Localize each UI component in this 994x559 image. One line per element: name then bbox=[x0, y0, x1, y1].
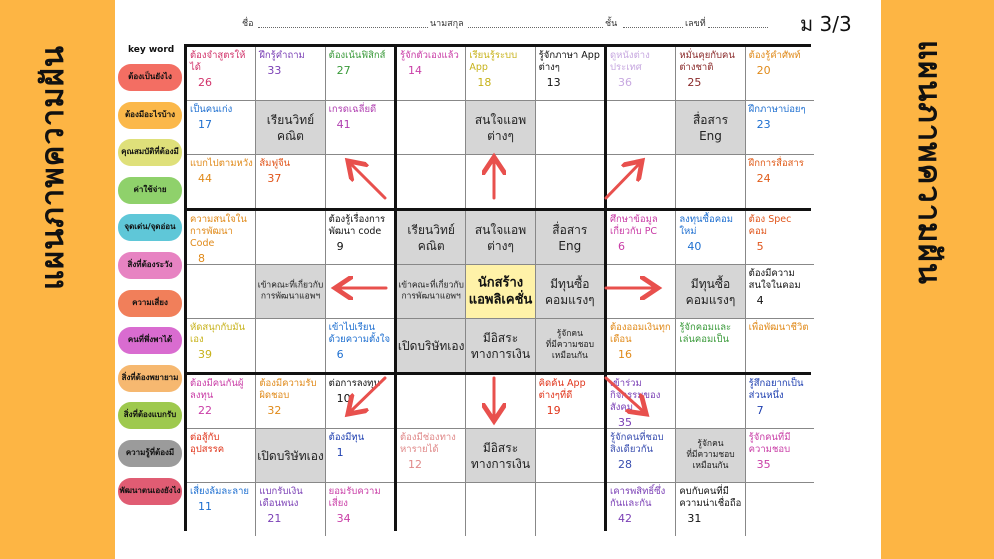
sub-goal-label: เปิดบริษัทเอง bbox=[257, 448, 324, 463]
sub-goal-cell bbox=[676, 265, 744, 318]
action-note bbox=[400, 158, 463, 160]
action-text: ต้องรู้เรื่องการพัฒนา code bbox=[328, 214, 386, 237]
action-number: 21 bbox=[267, 511, 282, 525]
action-text: รู้จักตัวเองแล้ว bbox=[400, 50, 459, 61]
action-note bbox=[610, 50, 673, 90]
action-number: 31 bbox=[687, 511, 702, 525]
action-number: 6 bbox=[618, 239, 625, 253]
action-cell bbox=[746, 375, 814, 428]
action-cell bbox=[536, 47, 604, 100]
action-text: ต้องเน้นฟิสิกส์ bbox=[328, 50, 386, 61]
action-cell bbox=[187, 155, 255, 208]
action-cell bbox=[397, 155, 465, 208]
sub-goal-cell bbox=[256, 101, 324, 154]
action-cell bbox=[326, 265, 394, 318]
sub-goal-label: มีทุนซื้อ คอมแรงๆ bbox=[545, 276, 595, 307]
action-note bbox=[259, 50, 322, 78]
action-number: 37 bbox=[267, 171, 282, 185]
action-cell bbox=[326, 375, 394, 428]
action-note bbox=[329, 432, 392, 460]
action-text: รู้จักคนที่มีความชอบ bbox=[748, 432, 791, 455]
action-cell bbox=[326, 319, 394, 372]
action-cell bbox=[187, 319, 255, 372]
action-cell bbox=[607, 155, 675, 208]
action-note bbox=[749, 268, 812, 308]
action-cell bbox=[676, 155, 744, 208]
action-note bbox=[679, 378, 742, 380]
action-number: 1 bbox=[336, 445, 344, 459]
sub-goal-label: มีทุนซื้อ คอมแรงๆ bbox=[685, 276, 736, 307]
action-cell bbox=[536, 483, 604, 536]
action-note bbox=[469, 158, 532, 160]
action-note bbox=[610, 486, 673, 526]
action-note bbox=[679, 214, 742, 254]
action-number: 11 bbox=[198, 499, 212, 513]
action-cell bbox=[746, 155, 814, 208]
action-number: 13 bbox=[546, 75, 561, 89]
action-cell bbox=[397, 429, 465, 482]
sub-goal-cell bbox=[536, 211, 604, 264]
action-cell bbox=[746, 101, 814, 154]
action-note bbox=[329, 214, 392, 254]
action-note bbox=[469, 378, 532, 380]
sub-goal-cell bbox=[466, 319, 534, 372]
sub-goal-cell bbox=[676, 429, 744, 482]
action-note bbox=[749, 104, 812, 132]
action-text: คบกับคนที่มีความน่าเชื่อถือ bbox=[679, 486, 742, 509]
right-side-title: แผนภาพความฝัน bbox=[911, 40, 947, 285]
action-text: ต้อง Spec คอม bbox=[748, 214, 792, 237]
action-note bbox=[400, 486, 463, 488]
action-note bbox=[329, 104, 392, 132]
action-note bbox=[400, 50, 463, 78]
action-note bbox=[259, 486, 322, 526]
goal-block bbox=[607, 211, 814, 372]
action-text: เรียนรู้ระบบ App bbox=[469, 50, 518, 73]
action-cell bbox=[466, 47, 534, 100]
action-note bbox=[539, 486, 602, 488]
action-cell bbox=[607, 483, 675, 536]
action-number: 20 bbox=[756, 63, 771, 77]
name-line bbox=[258, 27, 428, 28]
action-number: 34 bbox=[336, 511, 351, 525]
sub-goal-label: รู้จักคน ที่มีความชอบ เหมือนกัน bbox=[545, 328, 594, 362]
action-text: ต่อสู้กับอุปสรรค bbox=[190, 432, 225, 455]
action-cell bbox=[607, 265, 675, 318]
action-cell bbox=[256, 375, 324, 428]
action-text: ต้องจำสูตรให้ได้ bbox=[190, 50, 246, 73]
sub-goal-label: เรียนวิทย์ คณิต bbox=[407, 222, 455, 253]
keyword-item: คนที่พึ่งพาได้ bbox=[118, 327, 182, 354]
sub-goal-cell bbox=[466, 429, 534, 482]
action-cell bbox=[326, 211, 394, 264]
action-note bbox=[190, 486, 253, 514]
keyword-item: สิ่งที่ต้องระวัง bbox=[118, 252, 182, 279]
action-cell bbox=[187, 211, 255, 264]
action-note bbox=[259, 214, 322, 216]
action-cell bbox=[607, 429, 675, 482]
sub-goal-cell bbox=[676, 101, 744, 154]
action-number: 5 bbox=[756, 239, 764, 253]
action-text: รู้จักคนที่ชอบสิ่งเดียวกัน bbox=[610, 432, 664, 455]
sub-goal-label: รู้จักคน ที่มีความชอบ เหมือนกัน bbox=[686, 438, 735, 472]
action-cell bbox=[397, 47, 465, 100]
action-cell bbox=[466, 483, 534, 536]
action-note bbox=[400, 104, 463, 106]
action-note bbox=[679, 50, 742, 90]
action-cell bbox=[746, 429, 814, 482]
goal-block bbox=[607, 47, 814, 208]
action-cell bbox=[326, 47, 394, 100]
action-number: 23 bbox=[756, 117, 771, 131]
number-label: เลขที่ bbox=[685, 19, 706, 29]
action-number: 8 bbox=[198, 251, 205, 264]
action-note bbox=[259, 378, 322, 418]
keyword-item: คุณสมบัติที่ต้องมี bbox=[118, 139, 182, 166]
action-text: หัดสนุกกับมันเอง bbox=[190, 322, 246, 345]
sub-goal-label: มีอิสระ ทางการเงิน bbox=[470, 440, 531, 471]
action-text: ต้องมีความสนใจในคอม bbox=[748, 268, 801, 291]
action-cell bbox=[397, 375, 465, 428]
action-number: 27 bbox=[336, 63, 351, 77]
sub-goal-cell bbox=[466, 101, 534, 154]
action-cell bbox=[466, 155, 534, 208]
action-note bbox=[610, 378, 673, 428]
action-cell bbox=[326, 483, 394, 536]
keyword-item: ต้องเป็นยังไง bbox=[118, 64, 182, 91]
action-note bbox=[539, 378, 602, 418]
action-number: 6 bbox=[336, 347, 344, 361]
action-text: ต้องมีช่องทางหารายได้ bbox=[400, 432, 456, 455]
action-text: คิดค้น App ต่างๆที่ดี bbox=[538, 378, 586, 401]
action-number: 14 bbox=[408, 63, 422, 77]
action-number: 4 bbox=[756, 293, 764, 307]
keyword-item: ต้องมีอะไรบ้าง bbox=[118, 102, 182, 129]
action-note bbox=[329, 268, 392, 270]
action-note bbox=[190, 158, 253, 186]
action-note bbox=[610, 104, 673, 106]
action-cell bbox=[607, 47, 675, 100]
action-number: 35 bbox=[618, 415, 632, 428]
sub-goal-label: สื่อสาร Eng bbox=[552, 222, 588, 253]
sub-goal-label: เรียนวิทย์ คณิต bbox=[266, 112, 315, 143]
sub-goal-cell bbox=[466, 211, 534, 264]
action-cell bbox=[536, 101, 604, 154]
action-note bbox=[190, 214, 253, 264]
action-text: ดูหนังต่างประเทศ bbox=[610, 50, 650, 73]
keyword-item: ความเสี่ยง bbox=[118, 290, 182, 317]
sub-goal-cell bbox=[397, 265, 465, 318]
action-cell bbox=[397, 483, 465, 536]
action-cell bbox=[187, 101, 255, 154]
action-text: หมั่นคุยกับคนต่างชาติ bbox=[679, 50, 735, 73]
left-side-title: แผนภาพความฝัน bbox=[35, 45, 71, 290]
action-text: แบกรับเงินเดือนพนง bbox=[259, 486, 303, 509]
action-note bbox=[329, 486, 392, 526]
action-text: เข้าไปเรียนด้วยความตั้งใจ bbox=[328, 322, 391, 345]
action-text: เข้าร่วมกิจกรรมของสังคม bbox=[610, 378, 661, 413]
keyword-item: สิ่งที่ต้องแบกรับ bbox=[118, 402, 182, 429]
keyword-item: พัฒนาตนเองยังไง bbox=[118, 478, 182, 505]
action-note bbox=[749, 322, 812, 336]
action-number: 10 bbox=[336, 391, 351, 405]
action-cell bbox=[746, 319, 814, 372]
action-cell bbox=[676, 47, 744, 100]
action-text: ต้องออมเงินทุกเดือน bbox=[610, 322, 671, 345]
action-note bbox=[329, 322, 392, 362]
class-value: ม 3/3 bbox=[800, 12, 852, 36]
action-cell bbox=[676, 375, 744, 428]
action-cell bbox=[326, 429, 394, 482]
action-number: 32 bbox=[267, 403, 282, 417]
action-note bbox=[610, 322, 673, 362]
action-note bbox=[610, 214, 673, 254]
action-cell bbox=[187, 265, 255, 318]
action-note bbox=[329, 378, 392, 406]
action-note bbox=[259, 322, 322, 324]
action-note bbox=[749, 50, 812, 78]
number-line bbox=[708, 27, 768, 28]
goal-block bbox=[397, 47, 604, 208]
action-cell bbox=[676, 483, 744, 536]
action-number: 16 bbox=[618, 347, 632, 361]
action-cell bbox=[466, 375, 534, 428]
action-number: 36 bbox=[618, 75, 632, 89]
action-note bbox=[190, 104, 253, 132]
action-cell bbox=[607, 211, 675, 264]
goal-block bbox=[187, 47, 394, 208]
action-note bbox=[539, 104, 602, 106]
surname-label: นามสกุล bbox=[430, 19, 464, 29]
action-note bbox=[190, 322, 253, 362]
keyword-item: ค่าใช้จ่าย bbox=[118, 177, 182, 204]
action-number: 24 bbox=[756, 171, 771, 185]
action-note bbox=[400, 432, 463, 472]
action-note bbox=[610, 432, 673, 472]
action-cell bbox=[536, 375, 604, 428]
action-number: 44 bbox=[198, 171, 212, 185]
action-cell bbox=[256, 483, 324, 536]
keyword-item: จุดเด่น/จุดอ่อน bbox=[118, 214, 182, 241]
goal-block bbox=[187, 211, 394, 372]
action-cell bbox=[256, 155, 324, 208]
action-cell bbox=[607, 319, 675, 372]
action-number: 40 bbox=[687, 239, 702, 253]
action-note bbox=[469, 50, 532, 90]
action-cell bbox=[746, 483, 814, 536]
action-text: แบกไปตามหวัง bbox=[190, 158, 253, 169]
action-cell bbox=[397, 101, 465, 154]
action-note bbox=[329, 50, 392, 78]
sub-goal-cell bbox=[536, 319, 604, 372]
action-note bbox=[539, 432, 602, 434]
action-cell bbox=[746, 47, 814, 100]
sub-goal-label: มีอิสระ ทางการเงิน bbox=[470, 330, 531, 361]
action-cell bbox=[326, 155, 394, 208]
action-number: 18 bbox=[477, 75, 492, 89]
mandala-board bbox=[184, 44, 811, 531]
keyword-item: สิ่งที่ต้องพยายาม bbox=[118, 365, 182, 392]
goal-block bbox=[607, 375, 814, 536]
action-number: 9 bbox=[336, 239, 344, 253]
action-note bbox=[749, 158, 812, 186]
action-text: รู้จักภาษา App ต่างๆ bbox=[538, 50, 600, 73]
sub-goal-label: สื่อสาร Eng bbox=[692, 112, 729, 143]
action-text: ต้องรู้คำศัพท์ bbox=[748, 50, 801, 61]
action-cell bbox=[676, 319, 744, 372]
action-number: 22 bbox=[198, 403, 212, 417]
action-number: 12 bbox=[408, 457, 422, 471]
action-number: 26 bbox=[198, 75, 212, 89]
action-note bbox=[679, 486, 742, 526]
action-text: ความสนใจในการพัฒนา Code bbox=[190, 214, 247, 249]
action-cell bbox=[256, 319, 324, 372]
sub-goal-label: เปิดบริษัทเอง bbox=[397, 338, 465, 353]
class-line bbox=[623, 27, 683, 28]
action-note bbox=[539, 158, 602, 160]
action-note bbox=[259, 158, 322, 186]
action-text: ต้องมีความรับผิดชอบ bbox=[259, 378, 317, 401]
sub-goal-cell bbox=[397, 211, 465, 264]
sub-goal-cell bbox=[536, 265, 604, 318]
action-cell bbox=[607, 101, 675, 154]
action-number: 7 bbox=[756, 403, 764, 417]
main-goal-label: นักสร้าง แอพลิเคชั่น bbox=[468, 274, 533, 308]
action-cell bbox=[187, 47, 255, 100]
action-note bbox=[749, 432, 812, 472]
action-note bbox=[190, 268, 253, 270]
action-text: ต้องมีคนกันผู้ลงทุน bbox=[190, 378, 244, 401]
action-text: ฝึกการสื่อสาร bbox=[748, 158, 804, 169]
action-note bbox=[190, 50, 253, 90]
keyword-title: key word bbox=[128, 45, 175, 55]
sub-goal-label: เข้าคณะที่เกี่ยวกับ การพัฒนาแอพฯ bbox=[398, 280, 464, 302]
worksheet-header bbox=[230, 10, 790, 30]
action-cell bbox=[326, 101, 394, 154]
action-note bbox=[539, 50, 602, 90]
action-note bbox=[190, 432, 253, 458]
action-number: 39 bbox=[198, 347, 212, 361]
action-text: ฝึกภาษาบ่อยๆ bbox=[748, 104, 806, 115]
action-text: ส้มฟูจีน bbox=[259, 158, 291, 169]
goal-block bbox=[187, 375, 394, 536]
action-note bbox=[749, 214, 812, 254]
action-note bbox=[329, 158, 392, 160]
main-goal-cell bbox=[466, 265, 534, 318]
action-note bbox=[749, 378, 812, 418]
action-number: 28 bbox=[618, 457, 632, 471]
action-cell bbox=[676, 211, 744, 264]
sub-goal-label: สนใจแอพ ต่างๆ bbox=[474, 112, 527, 143]
sub-goal-label: เข้าคณะที่เกี่ยวกับ การพัฒนาแอพฯ bbox=[257, 280, 324, 302]
action-text: เกรดเฉลี่ยดี bbox=[328, 104, 377, 115]
action-note bbox=[749, 486, 812, 488]
action-number: 42 bbox=[618, 511, 632, 525]
action-cell bbox=[746, 265, 814, 318]
action-cell bbox=[256, 47, 324, 100]
action-number: 19 bbox=[546, 403, 561, 417]
action-cell bbox=[187, 429, 255, 482]
action-note bbox=[400, 378, 463, 380]
action-text: เป็นคนเก่ง bbox=[190, 104, 233, 115]
sub-goal-cell bbox=[256, 429, 324, 482]
action-text: รู้จักคอมและเล่นคอมเป็น bbox=[679, 322, 732, 345]
center-block bbox=[397, 211, 604, 372]
action-note bbox=[679, 158, 742, 160]
sub-goal-label: สนใจแอพ ต่างๆ bbox=[474, 222, 527, 253]
goal-block bbox=[397, 375, 604, 536]
action-text: รู้สึกอยากเป็นส่วนหนึ่ง bbox=[748, 378, 804, 401]
name-label: ชื่อ bbox=[242, 19, 254, 29]
action-note bbox=[469, 486, 532, 488]
sub-goal-cell bbox=[256, 265, 324, 318]
surname-line bbox=[468, 27, 603, 28]
action-cell bbox=[746, 211, 814, 264]
action-cell bbox=[536, 429, 604, 482]
sub-goal-cell bbox=[397, 319, 465, 372]
action-text: ต้องมีทุน bbox=[328, 432, 365, 443]
action-cell bbox=[187, 483, 255, 536]
action-text: เสี่ยงล้มละลาย bbox=[190, 486, 249, 497]
action-text: เพื่อพัฒนาชีวิต bbox=[748, 322, 809, 333]
action-number: 35 bbox=[756, 457, 771, 471]
action-text: ลงทุนซื้อคอมใหม่ bbox=[679, 214, 734, 237]
action-text: เคารพสิทธิ์ซึ่งกันและกัน bbox=[610, 486, 666, 509]
action-text: ศึกษาข้อมูลเกี่ยวกับ PC bbox=[610, 214, 658, 237]
action-note bbox=[190, 378, 253, 418]
action-note bbox=[610, 158, 673, 160]
action-text: ฝึกรู้คำถาม bbox=[259, 50, 305, 61]
action-cell bbox=[256, 211, 324, 264]
action-text: ยอมรับความเสี่ยง bbox=[328, 486, 381, 509]
action-cell bbox=[607, 375, 675, 428]
action-note bbox=[610, 268, 673, 270]
class-label: ชั้น bbox=[605, 19, 618, 29]
keyword-item: ความรู้ที่ต้องมี bbox=[118, 440, 182, 467]
action-number: 33 bbox=[267, 63, 282, 77]
action-number: 41 bbox=[336, 117, 351, 131]
action-cell bbox=[187, 375, 255, 428]
action-cell bbox=[536, 155, 604, 208]
action-number: 17 bbox=[198, 117, 212, 131]
action-text: ต่อการลงทุน bbox=[328, 378, 380, 389]
action-number: 25 bbox=[687, 75, 702, 89]
action-note bbox=[679, 322, 742, 348]
